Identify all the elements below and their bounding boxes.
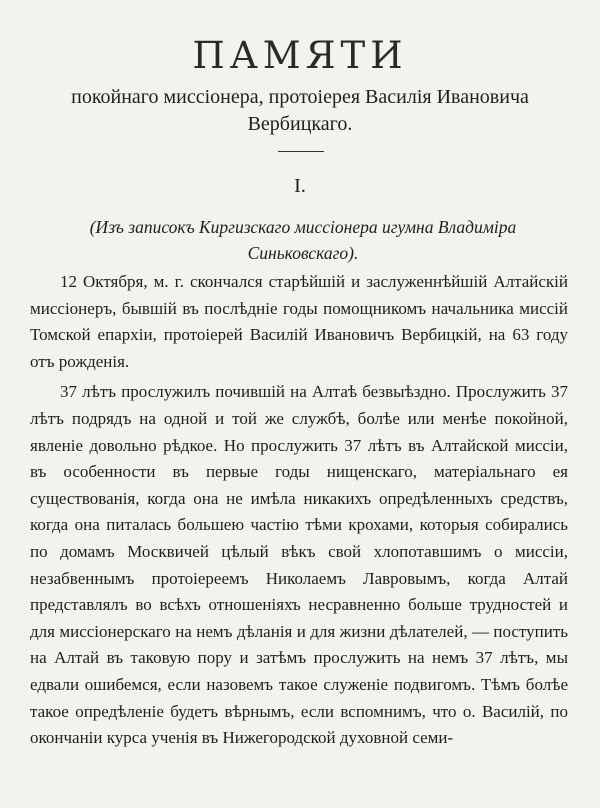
page-title: ПАМЯТИ: [192, 34, 408, 77]
paragraph-1: 12 Октября, м. г. скончался старѣйшій и заслуженнѣйшій Алтайскій миссіонеръ, бывшій въ послѣдніе годы помощникомъ начальника миссій Томской епархіи, протоіерей Василій Ивановичъ Вербицкій, на 63 году отъ рожденія.: [30, 272, 568, 371]
section-number: I.: [294, 175, 306, 197]
subtitle-line-1: покойнаго миссіонера, протоіерея Василія Ивановича: [71, 86, 529, 108]
title-divider: [278, 151, 324, 152]
body-text: [30, 269, 568, 752]
source-note: (Изъ записокъ Киргизскаго миссіонера игумна Владиміра Синьковскаго).: [89, 217, 517, 263]
paragraph-2: 37 лѣтъ прослужилъ почившій на Алтаѣ безвыѣздно. Прослужить 37 лѣтъ подрядъ на одной и той же службѣ, болѣе или менѣе покойной, явленіе довольно рѣдкое. Но прослужить 37 лѣтъ въ Алтайской миссіи, въ особенности въ первые годы нищенскаго, матеріальнаго ея существованія, когда она не имѣла никакихъ опредѣленныхъ средствъ, когда она питалась большею частію тѣми крохами, которыя собирались по домамъ Москвичей цѣлый вѣкъ свой хлопотавшимъ о миссіи, незабвеннымъ протоіереемъ Николаемъ Лавровымъ, когда Алтай представлялъ во всѣхъ отношеніяхъ несравненно больше трудностей и для миссіонерскаго на немъ дѣланія и для жизни дѣлателей, — поступить на Алтай въ таковую пору и затѣмъ прослужить на немъ 37 лѣтъ, мы едвали ошибемся, если назовемъ такое служеніе подвигомъ. Тѣмъ болѣе такое опредѣленіе будетъ вѣрнымъ, если вспомнимъ, что о. Василій, по окончаніи курса ученія въ Нижегородской духовной семи-: [30, 382, 568, 748]
subtitle-line-2: Вербицкаго.: [247, 113, 353, 135]
page-subtitle: [0, 84, 600, 138]
